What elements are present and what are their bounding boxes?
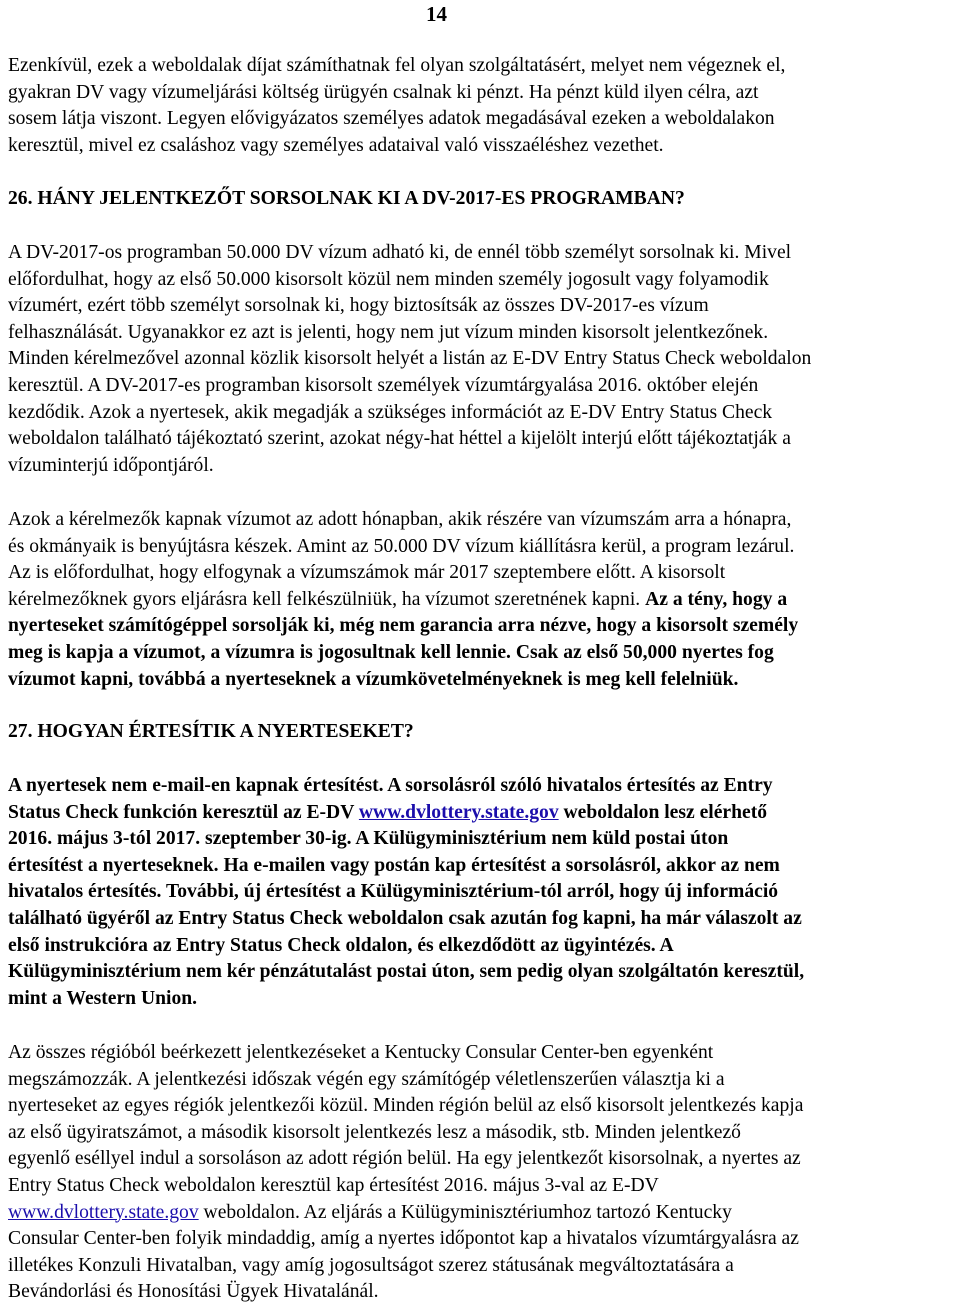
page-number: 14 [426, 2, 447, 26]
text-line: felhasználását. Ugyanakkor ez azt is jelenti, hogy nem jut vízum minden kisorsolt jelentkezőnek. [8, 321, 769, 343]
bold-text-line: található ügyéről az Entry Status Check weboldalon csak azután fog kapni, ha már válaszolt az [8, 907, 802, 929]
text-run: kérelmezőknek gyors eljárásra kell felkészülniük, ha vízumot szeretnének kapni. [8, 588, 646, 610]
text-line: keresztül, mivel ez csaláshoz vagy személyes adataival való visszaéléshez vezethet. [8, 134, 664, 156]
bold-text-run: Az a tény, hogy a [645, 588, 788, 610]
text-line: vízumért, ezért több személyt sorsolnak ki, hogy biztosítsák az összes DV-2017-es vízum [8, 295, 709, 317]
text-line [8, 587, 958, 614]
heading-text: 26. HÁNY JELENTKEZŐT SORSOLNAK KI A DV-2017-ES PROGRAMBAN? [8, 188, 685, 209]
text-line: Az összes régióból beérkezett jelentkezéseket a Kentucky Consular Center-ben egyenként [8, 1042, 714, 1063]
dvlottery-link[interactable]: www.dvlottery.state.gov [8, 1201, 199, 1223]
text-line: Consular Center-ben folyik mindaddig, amíg a nyertes időpontot kap a hivatalos vízumtárgyalásra az [8, 1228, 799, 1250]
text-line: kezdődik. Azok a nyertesek, akik megadják a szükséges információt az E-DV Entry Status Check [8, 401, 773, 423]
text-line: gyakran DV vagy vízumeljárási költség ürügyén csalnak ki pénzt. Ha pénzt küld ilyen célra, azt [8, 81, 759, 103]
bold-text-line: A nyertesek nem e-mail-en kapnak értesítést. A sorsolásról szóló hivatalos értesítés az Entry [8, 775, 773, 796]
text-run: weboldalon lesz elérhető [558, 801, 768, 823]
text-line: illetékes Konzuli Hivatalban, vagy amíg jogosultságot szerez státusának megváltoztatására a [8, 1254, 734, 1276]
text-line: sosem látja viszont. Legyen elővigyázatos személyes adatok megadásával ezeken a weboldalakon [8, 108, 775, 130]
text-line: vízuminterjú időpontjáról. [8, 454, 214, 476]
heading-text: 27. HOGYAN ÉRTESÍTIK A NYERTESEKET? [8, 721, 414, 742]
bold-text-line: Külügyminisztérium nem kér pénzátutalást postai úton, sem pedig olyan szolgáltatón keresztül, [8, 961, 805, 983]
text-line [8, 1200, 958, 1227]
text-line: előfordulhat, hogy az első 50.000 kisorsolt közül nem minden személy jogosult vagy folyamodik [8, 268, 769, 290]
section-heading-27 [8, 719, 958, 746]
bold-text-line: vízumot kapni, továbbá a nyerteseknek a vízumkövetelményeknek is meg kell felelniük. [8, 668, 739, 690]
text-line: weboldalon található tájékoztató szerint, azokat négy-hat héttel a kijelölt interjú előtt tájékoztatják a [8, 428, 791, 450]
text-line: Ezenkívül, ezek a weboldalak díjat számíthatnak fel olyan szolgáltatásért, melyet nem végeznek el, [8, 55, 786, 76]
paragraph-numbering-process [8, 1040, 958, 1306]
bold-text-line: értesítést a nyerteseknek. Ha e-mailen vagy postán kap értesítést a sorsolásról, akkor az nem [8, 854, 780, 876]
text-line: egyenlő eséllyel indul a sorsoláson az adott régión belül. Ha egy jelentkezőt kisorsolnak, a nyertes az [8, 1148, 801, 1170]
bold-text-line: hivatalos értesítés. További, új értesítést a Külügyminisztérium-tól arról, hogy új információ [8, 881, 779, 903]
text-run: Status Check funkción keresztül az E-DV [8, 801, 359, 823]
bold-text-line: első instrukcióra az Entry Status Check oldalon, és elkezdődött az ügyintézés. A [8, 934, 674, 956]
section-heading-26 [8, 186, 958, 213]
paragraph-selectee-count [8, 240, 958, 479]
dvlottery-link[interactable]: www.dvlottery.state.gov [358, 801, 559, 823]
text-line: Az is előfordulhat, hogy elfogynak a vízumszámok már 2017 szeptembere előtt. A kisorsolt [8, 562, 726, 584]
text-line: megszámozzák. A jelentkezési időszak végén egy számítógép véletlenszerűen választja ki a [8, 1068, 725, 1090]
text-line: keresztül. A DV-2017-es programban kisorsolt személyek vízumtárgyalása 2016. október elején [8, 374, 759, 396]
text-line: és okmányaik is benyújtásra készek. Amint az 50.000 DV vízum kiállításra kerül, a program lezárul. [8, 535, 795, 557]
paragraph-notification [8, 773, 958, 1012]
text-line: Azok a kérelmezők kapnak vízumot az adott hónapban, akik részére van vízumszám arra a hónapra, [8, 509, 792, 530]
paragraph-fraud-warning [8, 53, 958, 159]
text-line: Bevándorlási és Honosítási Ügyek Hivatalánál. [8, 1281, 379, 1303]
text-line: az első ügyiratszámot, a második kisorsolt jelentkezés lesz a második, stb. Minden jelentkező [8, 1121, 741, 1143]
bold-text-line: nyerteseket számítógéppel sorsolják ki, még nem garancia arra nézve, hogy a kisorsolt személy [8, 615, 799, 637]
text-run: weboldalon. Az eljárás a Külügyminisztériumhoz tartozó Kentucky [198, 1201, 732, 1223]
bold-text-line: mint a Western Union. [8, 987, 198, 1009]
paragraph-visa-availability [8, 507, 958, 693]
bold-text-line: meg is kapja a vízumot, a vízumra is jogosultnak kell lennie. Csak az első 50,000 nyertes fog [8, 641, 774, 663]
text-line: Entry Status Check weboldalon keresztül kap értesítést 2016. május 3-val az E-DV [8, 1174, 659, 1196]
text-line: nyerteseket az egyes régiók jelentkezői közül. Minden régión belül az első kisorsolt jelentkezés kapja [8, 1095, 804, 1117]
document-page [8, 0, 958, 1308]
text-line: Minden kérelmezővel azonnal közlik kisorsolt helyét a listán az E-DV Entry Status Check weboldalon [8, 348, 812, 370]
bold-text-line [8, 800, 958, 827]
text-line: A DV-2017-os programban 50.000 DV vízum adható ki, de ennél több személyt sorsolnak ki. Mivel [8, 242, 792, 263]
bold-text-line: 2016. május 3-tól 2017. szeptember 30-ig. A Külügyminisztérium nem küld postai úton [8, 828, 729, 850]
